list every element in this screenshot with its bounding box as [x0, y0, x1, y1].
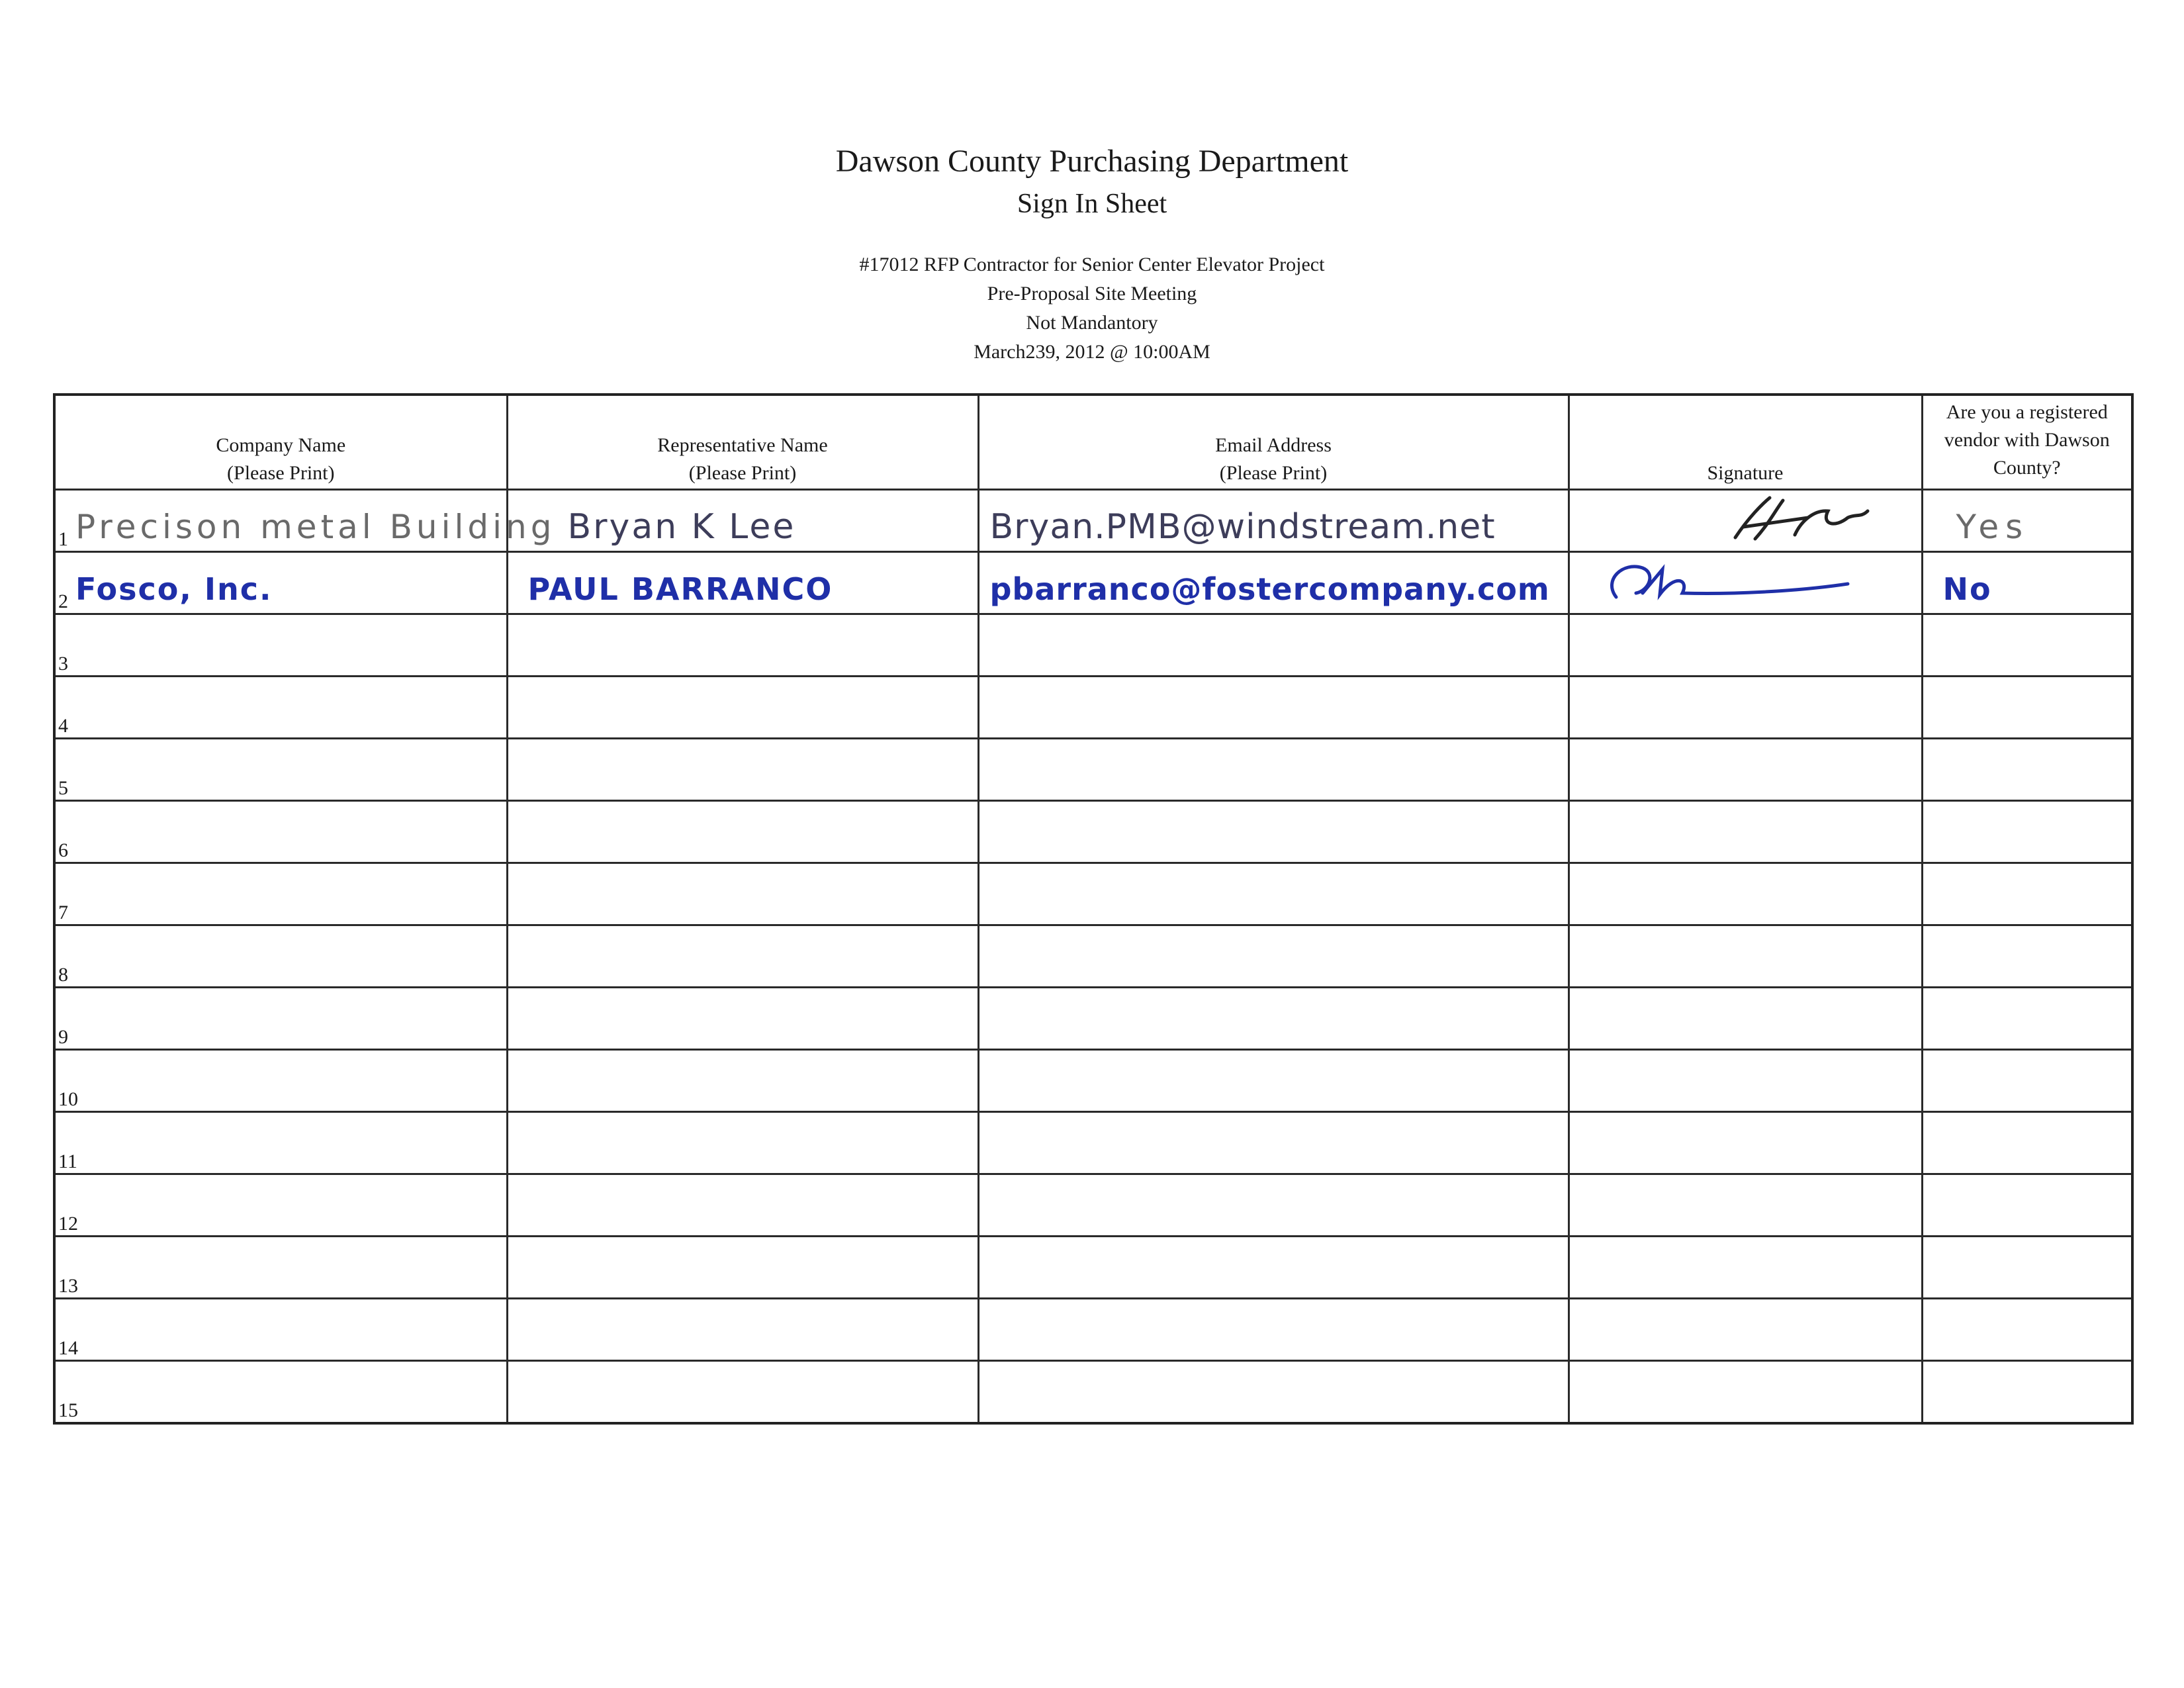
registered-cell[interactable]	[1922, 1112, 2132, 1174]
registered-cell[interactable]	[1922, 1237, 2132, 1299]
table-row	[54, 863, 2132, 925]
table-row	[54, 1174, 2132, 1237]
registered-cell[interactable]	[1922, 1050, 2132, 1112]
representative-cell[interactable]	[507, 552, 978, 614]
company-cell[interactable]	[54, 739, 507, 801]
registered-cell[interactable]	[1922, 1299, 2132, 1361]
representative-entry: PAUL BARRANCO	[527, 571, 833, 607]
company-cell[interactable]	[54, 677, 507, 739]
table-row	[54, 988, 2132, 1050]
email-cell[interactable]	[978, 863, 1569, 925]
meeting-type-line: Pre-Proposal Site Meeting	[987, 283, 1197, 305]
email-cell[interactable]	[978, 490, 1569, 552]
representative-cell[interactable]	[507, 863, 978, 925]
row-number: 7	[58, 902, 68, 923]
registered-cell[interactable]	[1922, 925, 2132, 988]
registered-cell[interactable]	[1922, 1361, 2132, 1424]
handwritten-signature	[1596, 491, 1901, 549]
column-header-representative: Representative Name (Please Print)	[507, 395, 978, 490]
row-number: 14	[58, 1337, 78, 1359]
row-number: 13	[58, 1275, 78, 1297]
email-cell[interactable]	[978, 739, 1569, 801]
registered-cell[interactable]	[1922, 1174, 2132, 1237]
company-cell[interactable]	[54, 925, 507, 988]
registered-cell[interactable]	[1922, 677, 2132, 739]
company-cell[interactable]	[54, 1237, 507, 1299]
email-cell[interactable]	[978, 552, 1569, 614]
signature-cell[interactable]	[1569, 552, 1922, 614]
company-entry: Fosco, Inc.	[75, 571, 273, 607]
representative-cell[interactable]	[507, 925, 978, 988]
company-entry: Precison metal Building	[75, 508, 556, 546]
table-row	[54, 739, 2132, 801]
email-cell[interactable]	[978, 1050, 1569, 1112]
representative-cell[interactable]	[507, 988, 978, 1050]
representative-cell[interactable]	[507, 1361, 978, 1424]
representative-cell[interactable]	[507, 490, 978, 552]
column-header-email: Email Address (Please Print)	[978, 395, 1569, 490]
company-cell[interactable]	[54, 490, 556, 552]
email-cell[interactable]	[978, 614, 1569, 677]
representative-entry: Bryan K Lee	[567, 507, 796, 547]
email-cell[interactable]	[978, 1174, 1569, 1237]
table-row	[54, 925, 2132, 988]
company-cell[interactable]	[54, 1050, 507, 1112]
representative-cell[interactable]	[507, 1112, 978, 1174]
table-row	[54, 1112, 2132, 1174]
row-number: 15	[58, 1399, 78, 1421]
representative-cell[interactable]	[507, 1050, 978, 1112]
company-cell[interactable]	[54, 1361, 507, 1424]
row-number: 1	[58, 528, 68, 550]
representative-cell[interactable]	[507, 1174, 978, 1237]
company-cell[interactable]	[54, 801, 507, 863]
company-cell[interactable]	[54, 1174, 507, 1237]
email-entry: pbarranco@fostercompany.com	[989, 571, 1550, 607]
representative-cell[interactable]	[507, 1237, 978, 1299]
email-cell[interactable]	[978, 1237, 1569, 1299]
registered-cell[interactable]	[1922, 614, 2132, 677]
registered-cell[interactable]	[1922, 988, 2132, 1050]
email-cell[interactable]	[978, 1299, 1569, 1361]
page-title: Dawson County Purchasing Department	[835, 144, 1349, 179]
company-cell[interactable]	[54, 863, 507, 925]
mandatory-line: Not Mandantory	[1026, 312, 1158, 334]
signature-cell[interactable]	[1569, 925, 1922, 988]
company-cell[interactable]	[54, 552, 507, 614]
signature-cell[interactable]	[1569, 614, 1922, 677]
signature-cell[interactable]	[1569, 1050, 1922, 1112]
email-cell[interactable]	[978, 925, 1569, 988]
representative-cell[interactable]	[507, 677, 978, 739]
email-cell[interactable]	[978, 801, 1569, 863]
email-entry: Bryan.PMB@windstream.net	[989, 507, 1496, 547]
column-header-registered: Are you a registered vendor with Dawson County?	[1922, 395, 2132, 490]
row-number: 9	[58, 1026, 68, 1048]
email-cell[interactable]	[978, 1361, 1569, 1424]
signature-cell[interactable]	[1569, 988, 1922, 1050]
signature-cell[interactable]	[1569, 863, 1922, 925]
registered-entry: No	[1942, 571, 1992, 607]
handwritten-signature	[1596, 553, 1901, 612]
signature-cell[interactable]	[1569, 1237, 1922, 1299]
email-cell[interactable]	[978, 988, 1569, 1050]
email-cell[interactable]	[978, 677, 1569, 739]
registered-cell[interactable]	[1922, 863, 2132, 925]
signature-cell[interactable]	[1569, 801, 1922, 863]
column-header-company: Company Name (Please Print)	[54, 395, 507, 490]
row-number: 12	[58, 1213, 78, 1235]
page-subtitle: Sign In Sheet	[1017, 189, 1167, 219]
signature-cell[interactable]	[1569, 1174, 1922, 1237]
registered-entry: Yes	[1956, 508, 2030, 546]
registered-cell[interactable]	[1922, 739, 2132, 801]
representative-cell[interactable]	[507, 1299, 978, 1361]
company-cell[interactable]	[54, 1112, 507, 1174]
row-number: 8	[58, 964, 68, 986]
signature-cell[interactable]	[1569, 739, 1922, 801]
representative-cell[interactable]	[507, 614, 978, 677]
project-line: #17012 RFP Contractor for Senior Center Elevator Project	[859, 254, 1325, 275]
company-cell[interactable]	[54, 614, 507, 677]
date-line: March239, 2012 @ 10:00AM	[974, 341, 1210, 363]
signature-cell[interactable]	[1569, 1361, 1922, 1424]
row-number: 4	[58, 715, 68, 737]
row-number: 2	[58, 590, 68, 612]
row-number: 6	[58, 839, 68, 861]
meeting-details	[0, 250, 2184, 367]
table-row	[54, 1050, 2132, 1112]
email-cell[interactable]	[978, 1112, 1569, 1174]
row-number: 10	[58, 1088, 78, 1110]
table-row	[54, 490, 2132, 552]
column-header-signature: Signature	[1569, 395, 1922, 490]
table-row	[54, 801, 2132, 863]
row-number: 3	[58, 653, 68, 675]
registered-cell[interactable]	[1922, 801, 2132, 863]
registered-cell[interactable]	[1922, 552, 2132, 614]
table-row	[54, 1237, 2132, 1299]
signature-cell[interactable]	[1569, 1112, 1922, 1174]
representative-cell[interactable]	[507, 739, 978, 801]
table-row	[54, 552, 2132, 614]
representative-cell[interactable]	[507, 801, 978, 863]
signature-cell[interactable]	[1569, 490, 1922, 552]
signature-cell[interactable]	[1569, 677, 1922, 739]
table-row	[54, 1299, 2132, 1361]
company-cell[interactable]	[54, 988, 507, 1050]
table-header-row	[54, 395, 2132, 490]
table-row	[54, 1361, 2132, 1424]
signature-cell[interactable]	[1569, 1299, 1922, 1361]
sign-in-table	[53, 393, 2134, 1425]
table-row	[54, 677, 2132, 739]
registered-cell[interactable]	[1922, 490, 2132, 552]
row-number: 5	[58, 777, 68, 799]
row-number: 11	[58, 1150, 77, 1172]
table-row	[54, 614, 2132, 677]
company-cell[interactable]	[54, 1299, 507, 1361]
